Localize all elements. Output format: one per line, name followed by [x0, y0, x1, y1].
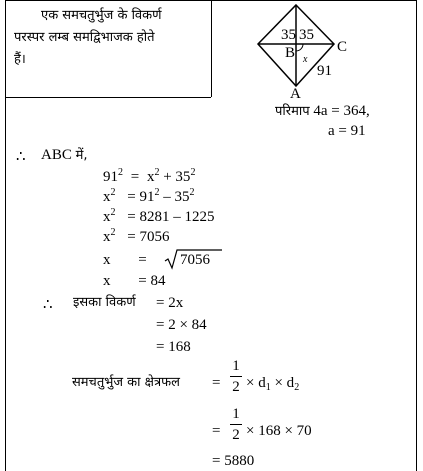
- diagonal-eq-3: = 168: [156, 339, 191, 355]
- step-4-rhs: = 7056: [127, 229, 170, 245]
- area-fraction-1-num: 1: [232, 358, 240, 374]
- step-1-eq: =: [130, 169, 140, 185]
- figure-label-b: B: [285, 45, 296, 61]
- area-final: = 5880: [212, 453, 255, 469]
- diagonal-eq-1: = 2x: [156, 295, 184, 311]
- area-formula-d2: × d: [274, 375, 295, 391]
- area-fraction-2-num: 1: [232, 406, 240, 422]
- figure-label-side-91: 91: [317, 63, 332, 79]
- step-3: [103, 208, 214, 226]
- step-6-lhs: x: [103, 273, 111, 289]
- step-1-plus: + 35: [163, 169, 191, 185]
- step-1: [103, 168, 195, 186]
- step-3-lhs: x: [103, 209, 111, 225]
- step-2-minus: – 35: [163, 189, 190, 205]
- right-angle-arc: [296, 44, 303, 51]
- step-4: [103, 228, 169, 246]
- area-fraction-2-den: 2: [232, 427, 240, 443]
- area-fraction-1: [230, 358, 242, 395]
- triangle-heading: [41, 146, 88, 165]
- figure-label-c: C: [337, 39, 348, 55]
- step-2-rhs: = 91: [127, 189, 155, 205]
- step-4-exp: 2: [110, 227, 116, 238]
- diagonal-eq-2: = 2 × 84: [156, 317, 207, 333]
- figure-label-35-right: 35: [299, 27, 314, 43]
- triangle-suffix: में,: [75, 148, 88, 163]
- diagonal-label: इसका विकर्ण: [73, 295, 136, 310]
- step-1-exp: 2: [118, 167, 123, 178]
- step-6: [103, 272, 165, 290]
- perimeter-prefix: परिमाप: [275, 104, 310, 119]
- area-fraction-2: [230, 406, 242, 443]
- figure-label-a: A: [290, 86, 301, 102]
- step-5: [103, 251, 147, 269]
- perimeter-result: a = 91: [328, 123, 366, 139]
- triangle-label: ABC: [41, 147, 72, 163]
- area-formula-d1: × d: [246, 375, 266, 391]
- step-6-rhs: = 84: [138, 273, 166, 289]
- perimeter-line: [275, 102, 370, 121]
- area-formula-2: × 168 × 70: [246, 423, 312, 439]
- figure-label-x: x: [303, 54, 308, 65]
- area-eq-1: =: [212, 375, 221, 391]
- step-2-minus-exp: 2: [189, 187, 195, 198]
- step-3-exp: 2: [110, 207, 116, 218]
- step-3-rhs: = 8281 – 1225: [127, 209, 215, 225]
- area-formula: [246, 374, 299, 392]
- step-1-x: x: [146, 169, 155, 185]
- area-fraction-1-den: 2: [232, 379, 240, 395]
- statement-line-2: परस्पर लम्ब समद्विभाजक होते: [14, 30, 155, 45]
- step-2-rhs-exp: 2: [154, 187, 160, 198]
- statement-line-1: एक समचतुर्भुज के विकर्ण: [41, 8, 162, 23]
- area-sub-1: 1: [265, 382, 271, 393]
- area-label: समचतुर्भुज का क्षेत्रफल: [72, 375, 180, 390]
- therefore-symbol-1: ∴: [16, 149, 26, 165]
- step-2: [103, 188, 194, 206]
- step-2-exp: 2: [110, 187, 116, 198]
- step-2-lhs: x: [103, 189, 111, 205]
- figure-label-35-left: 35: [281, 27, 296, 43]
- statement-line-3: हैं।: [14, 52, 26, 67]
- step-1-x-exp: 2: [154, 167, 160, 178]
- perimeter-equation: 4a = 364,: [313, 103, 370, 119]
- step-5-eq: =: [138, 252, 147, 268]
- therefore-symbol-2: ∴: [43, 297, 53, 313]
- step-1-plus-exp: 2: [190, 167, 196, 178]
- step-1-lhs: 91: [103, 169, 118, 185]
- step-4-lhs: x: [103, 229, 111, 245]
- area-eq-2: =: [212, 423, 221, 439]
- area-sub-2: 2: [294, 382, 300, 393]
- step-5-lhs: x: [103, 252, 111, 268]
- step-5-radicand: 7056: [180, 252, 210, 268]
